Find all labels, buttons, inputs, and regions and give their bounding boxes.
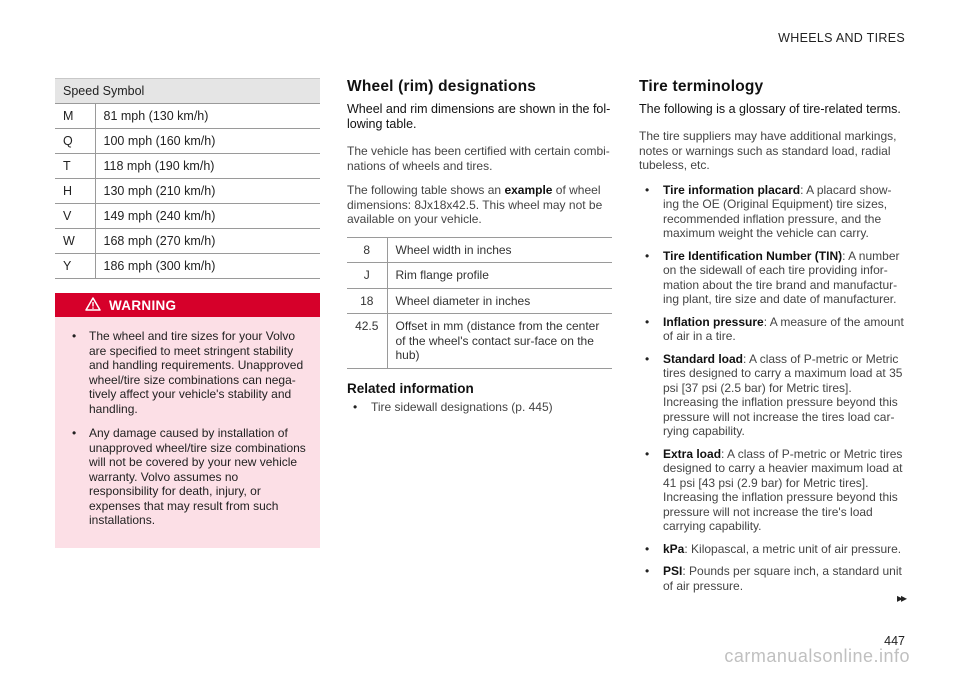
rim-section-title: Wheel (rim) designations — [347, 78, 537, 95]
terminology-intro: The tire suppliers may have additional markings, notes or warnings such as standard load, radial tubeless, etc. — [639, 129, 897, 172]
page-number: 447 — [884, 634, 905, 648]
rim-desc: Wheel diameter in inches — [387, 288, 612, 314]
table-row — [347, 288, 612, 314]
terminology-list — [639, 183, 907, 594]
speed-symbol-table — [55, 78, 320, 279]
speed-value: 186 mph (300 km/h) — [95, 254, 320, 279]
definition: : A placard show-ing the OE (Original Equipment) tire sizes, recommended inflation pressure, and the maximum weight the vehicle can carry. — [663, 182, 892, 240]
speed-value: 149 mph (240 km/h) — [95, 204, 320, 229]
definition: : Pounds per square inch, a standard unit of air pressure. — [663, 564, 902, 593]
rim-designation-table — [347, 237, 612, 369]
term: Standard load — [663, 351, 744, 366]
related-list — [347, 400, 612, 415]
speed-symbol: Y — [55, 254, 95, 279]
table-row — [55, 154, 320, 179]
definition: : A number on the sidewall of each tire providing infor-mation about the tire brand and manufactur-ing plant, tire size and date of manufacturer. — [663, 248, 900, 306]
related-information-title: Related information — [347, 380, 474, 396]
speed-value: 81 mph (130 km/h) — [95, 104, 320, 129]
rim-lead: Wheel and rim dimensions are shown in the fol-lowing table. — [347, 102, 611, 131]
warning-header — [55, 293, 320, 317]
list-item — [639, 542, 907, 557]
warning-title: WARNING — [109, 297, 177, 313]
rim-paragraph-1: The vehicle has been certified with certain combi-nations of wheels and tires. — [347, 144, 610, 173]
rim-desc: Rim flange profile — [387, 263, 612, 289]
table-row — [347, 263, 612, 289]
term: Extra load — [663, 446, 722, 461]
list-item — [639, 352, 907, 439]
rim-key: J — [347, 263, 387, 289]
table-row — [55, 129, 320, 154]
section-header: WHEELS AND TIRES — [778, 31, 905, 45]
text-run: of wheel dimensions: 8Jx18x42.5. This wheel may not be available on your vehicle. — [347, 183, 603, 226]
term: Tire information placard — [663, 182, 801, 197]
column-right — [639, 78, 907, 601]
list-item — [639, 447, 907, 534]
definition: : A class of P-metric or Metric tires designed to carry a heavier maximum load at 41 psi [43 psi (2.9 bar) for Metric tires]. Increasing the inflation pressure beyond this pressure will not increase the tire's load carrying capability. — [663, 446, 903, 533]
table-row — [55, 104, 320, 129]
watermark: carmanualsonline.info — [724, 646, 910, 666]
related-link[interactable]: • Tire sidewall designations (p. 445) — [347, 400, 612, 415]
speed-symbol: T — [55, 154, 95, 179]
speed-symbol: Q — [55, 129, 95, 154]
term: kPa — [663, 541, 685, 556]
column-left — [55, 78, 320, 548]
terminology-lead: The following is a glossary of tire-related terms. — [639, 102, 901, 116]
table-row — [347, 314, 612, 369]
speed-value: 130 mph (210 km/h) — [95, 179, 320, 204]
column-middle — [347, 78, 612, 422]
table-row — [55, 254, 320, 279]
list-item — [639, 564, 907, 593]
definition: : A measure of the amount of air in a tire. — [663, 314, 904, 343]
warning-triangle-icon — [85, 297, 101, 314]
speed-value: 100 mph (160 km/h) — [95, 129, 320, 154]
term: Inflation pressure — [663, 314, 764, 329]
speed-symbol: M — [55, 104, 95, 129]
term: Tire Identification Number (TIN) — [663, 248, 843, 263]
term: PSI — [663, 564, 683, 578]
rim-key: 8 — [347, 237, 387, 263]
emphasis-example: example — [504, 183, 553, 197]
rim-key: 18 — [347, 288, 387, 314]
speed-symbol: H — [55, 179, 95, 204]
text-run: The following table shows an — [347, 183, 505, 197]
speed-table-header: Speed Symbol — [55, 79, 320, 104]
rim-desc: Wheel width in inches — [387, 237, 612, 263]
speed-value: 118 mph (190 km/h) — [95, 154, 320, 179]
warning-box — [55, 293, 320, 548]
table-row — [55, 179, 320, 204]
table-row — [55, 229, 320, 254]
list-item — [639, 183, 907, 241]
list-item — [639, 249, 907, 307]
definition: : A class of P-metric or Metric tires designed to carry a maximum load at 35 psi [37 psi (2.5 bar) for Metric tires]. Increasing the inflation pressure beyond this pressure will not increase the tires load car-rying capability. — [663, 351, 903, 438]
speed-symbol: V — [55, 204, 95, 229]
rim-desc: Offset in mm (distance from the center of the wheel's contact sur-face on the hub) — [387, 314, 612, 369]
table-row — [55, 204, 320, 229]
list-item: • The wheel and tire sizes for your Volvo are specified to meet stringent stability and handling requirements. Unapproved wheel/tire size combinations can nega-tively affect your vehicle's stability and handling. — [67, 329, 308, 416]
terminology-title: Tire terminology — [639, 78, 764, 95]
list-item: • Any damage caused by installation of unapproved wheel/tire size combinations will not be covered by your new vehicle warranty. Volvo assumes no responsibility for death, injury, or expenses that may result from such installations. — [67, 426, 308, 528]
list-item — [639, 315, 907, 344]
rim-key: 42.5 — [347, 314, 387, 369]
speed-value: 168 mph (270 km/h) — [95, 229, 320, 254]
next-page-arrow-icon[interactable]: ▸▸ — [896, 591, 905, 605]
warning-list — [55, 317, 320, 528]
rim-paragraph-2 — [347, 183, 612, 227]
speed-symbol: W — [55, 229, 95, 254]
definition: : Kilopascal, a metric unit of air pressure. — [684, 541, 902, 556]
table-row — [347, 237, 612, 263]
